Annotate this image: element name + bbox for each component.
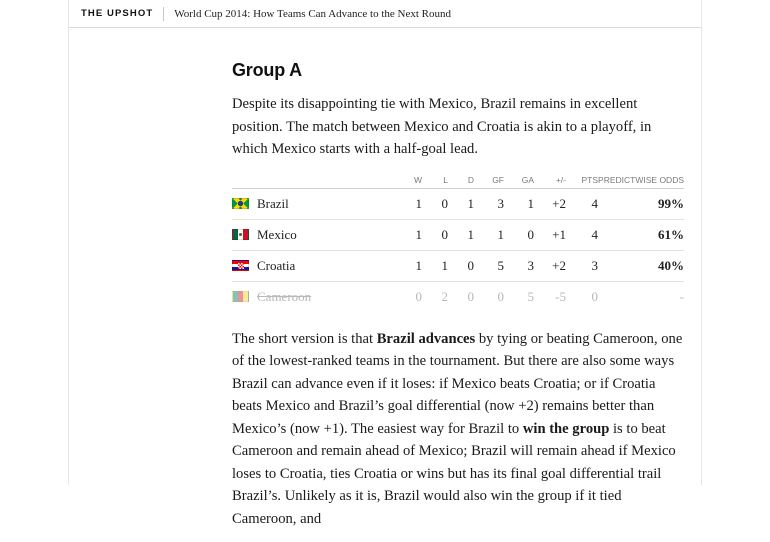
cell-goal-diff: +2: [534, 188, 566, 219]
col-team: [232, 175, 396, 189]
standings-table: [232, 175, 684, 312]
col-goals-for: GF: [492, 174, 504, 185]
cell-goals-against: 1: [504, 188, 534, 219]
article-headline[interactable]: World Cup 2014: How Teams Can Advance to the Next Round: [174, 7, 452, 20]
cell-wins: 1: [396, 219, 422, 250]
cell-wins: 0: [396, 281, 422, 312]
cell-losses: 2: [422, 281, 448, 312]
cell-goal-diff: -5: [534, 281, 566, 312]
team-name: Brazil: [257, 195, 289, 211]
table-header-row: [232, 175, 684, 189]
col-points: PTS: [581, 174, 598, 185]
cell-points: 4: [566, 188, 598, 219]
team-name: Cameroon: [257, 288, 312, 304]
cell-draws: 0: [448, 281, 474, 312]
cell-goals-for: 0: [474, 281, 504, 312]
analysis-text-2: by tying or beating Cameroon, one of the lowest-ranked teams in the tournament. But there are also some ways Brazil can advance even if it loses: if Mexico beats Croatia; or if Croatia beats Mexico and Brazil’s goal differential (now +2) remains better than Mexico’s (now +1). The easiest way for Brazil to: [232, 330, 683, 437]
analysis-bold-2: win the group: [522, 420, 610, 437]
header-divider: [163, 7, 164, 21]
cell-draws: 0: [448, 250, 474, 281]
team-name: Mexico: [257, 226, 297, 242]
brazil-flag-icon: [232, 198, 249, 209]
table-row: [232, 250, 684, 281]
site-header: [69, 0, 701, 28]
cell-wins: 1: [396, 188, 422, 219]
brand-logo[interactable]: THE UPSHOT: [81, 8, 154, 19]
croatia-flag-icon: [232, 260, 249, 271]
cell-points: 0: [566, 281, 598, 312]
col-odds: PREDICTWISE ODDS: [598, 174, 684, 185]
table-row: [232, 188, 684, 219]
col-draws: D: [467, 174, 474, 185]
cell-goals-against: 0: [504, 219, 534, 250]
table-row: [232, 219, 684, 250]
col-wins: W: [413, 174, 422, 185]
cell-points: 3: [566, 250, 598, 281]
intro-paragraph: Despite its disappointing tie with Mexico, Brazil remains in excellent position. The match between Mexico and Croatia is akin to a playoff, in which Mexico starts with a half-goal lead.: [232, 96, 652, 157]
cell-losses: 0: [422, 188, 448, 219]
cell-goals-against: 5: [504, 281, 534, 312]
right-gutter: [701, 0, 770, 485]
col-goal-diff: +/-: [555, 174, 566, 185]
analysis-text-3: is to beat Cameroon and remain ahead of Mexico; Brazil will remain ahead if Mexico loses to Croatia, ties Croatia or wins but has its final goal differential trail Brazil’s. Unlikely as it is, Brazil would also win the group if it tied Cameroon, and: [232, 420, 676, 527]
cell-goals-for: 5: [474, 250, 504, 281]
col-losses: L: [443, 174, 448, 185]
cell-losses: 0: [422, 219, 448, 250]
cell-draws: 1: [448, 219, 474, 250]
team-cell: [232, 250, 396, 281]
article-content: [232, 28, 692, 542]
cell-losses: 1: [422, 250, 448, 281]
left-gutter: [0, 0, 69, 485]
cell-draws: 1: [448, 188, 474, 219]
cell-odds: 99%: [598, 188, 684, 219]
team-cell: [232, 281, 396, 312]
cell-odds: -: [598, 281, 684, 312]
cell-goal-diff: +2: [534, 250, 566, 281]
cell-goal-diff: +1: [534, 219, 566, 250]
cell-goals-for: 3: [474, 188, 504, 219]
cell-odds: 40%: [598, 250, 684, 281]
cell-points: 4: [566, 219, 598, 250]
team-cell: [232, 188, 396, 219]
cell-odds: 61%: [598, 219, 684, 250]
cell-goals-against: 3: [504, 250, 534, 281]
mexico-flag-icon: [232, 229, 249, 240]
analysis-paragraph: [232, 328, 684, 531]
table-row: [232, 281, 684, 312]
team-name: Croatia: [257, 257, 296, 273]
col-goals-against: GA: [521, 174, 534, 185]
analysis-text-1: The short version is that: [232, 330, 377, 347]
cell-wins: 1: [396, 250, 422, 281]
page-title: Group A: [232, 60, 302, 80]
team-cell: [232, 219, 396, 250]
cameroon-flag-icon: [232, 291, 249, 302]
analysis-bold-1: Brazil advances: [376, 330, 476, 347]
cell-goals-for: 1: [474, 219, 504, 250]
